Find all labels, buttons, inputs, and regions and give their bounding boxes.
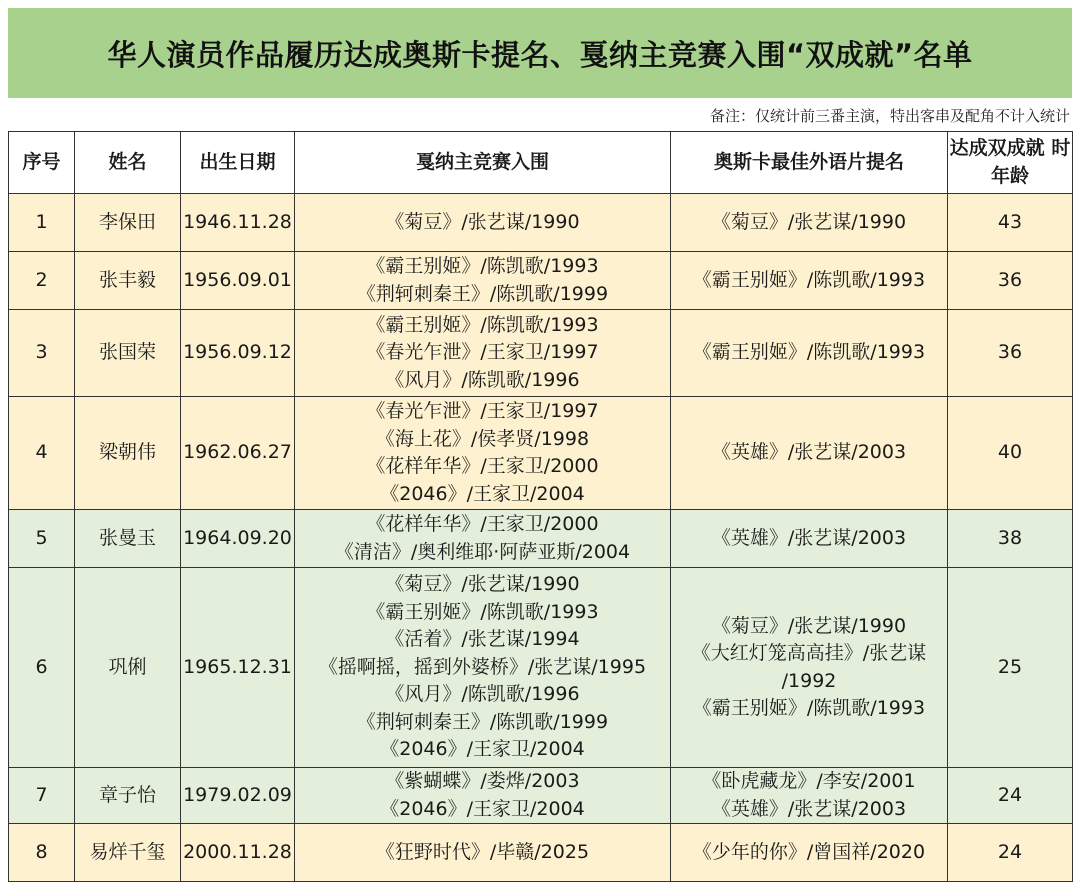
cell-name: 张丰毅: [75, 252, 181, 310]
cell-birth: 1965.12.31: [181, 568, 295, 768]
cell-oscar: [671, 768, 948, 824]
header-oscar: 奥斯卡最佳外语片提名: [671, 132, 948, 194]
cell-age: 36: [948, 310, 1073, 397]
oscar-entry: 《英雄》/张艺谋/2003: [711, 797, 907, 820]
table-row: [9, 310, 1073, 397]
oscar-entry: 《霸王别姬》/陈凯歌/1993: [692, 697, 926, 719]
cannes-entry: 《花样年华》/王家卫/2000: [366, 513, 599, 535]
footnote: 备注：仅统计前三番主演，特出客串及配角不计入统计: [709, 107, 1070, 125]
cannes-entry: 《摇啊摇，摇到外婆桥》/张艺谋/1995: [318, 655, 647, 678]
cannes-entry: 《荆轲刺秦王》/陈凯歌/1999: [356, 282, 609, 305]
cell-age: 24: [948, 824, 1073, 882]
cell-age: 40: [948, 397, 1073, 510]
cannes-entry: 《2046》/王家卫/2004: [380, 738, 585, 761]
cell-birth: 1956.09.12: [181, 310, 295, 397]
cell-cannes: [295, 194, 671, 252]
cell-age: 43: [948, 194, 1073, 252]
table-row: [9, 194, 1073, 252]
oscar-entry: 《大红灯笼高高挂》/张艺谋: [691, 642, 927, 664]
oscar-entry: 《菊豆》/张艺谋/1990: [711, 614, 907, 637]
cell-name: 李保田: [75, 194, 181, 252]
cell-cannes: [295, 568, 671, 768]
header-name: 姓名: [75, 132, 181, 194]
cell-index: 8: [9, 824, 75, 882]
cannes-entry: 《风月》/陈凯歌/1996: [385, 683, 580, 706]
oscar-entry: 《卧虎藏龙》/李安/2001: [702, 770, 916, 792]
cell-index: 4: [9, 397, 75, 510]
cell-name: 张曼玉: [75, 510, 181, 568]
cannes-entry: 《春光乍泄》/王家卫/1997: [366, 341, 599, 364]
cell-index: 6: [9, 568, 75, 768]
table-row: [9, 824, 1073, 882]
oscar-entry: 《霸王别姬》/陈凯歌/1993: [692, 341, 926, 364]
cell-birth: 1979.02.09: [181, 768, 295, 824]
oscar-entry: 《英雄》/张艺谋/2003: [711, 526, 907, 549]
table-row: [9, 397, 1073, 510]
header-index: 序号: [9, 132, 75, 194]
cannes-entry: 《紫蝴蝶》/娄烨/2003: [385, 770, 580, 792]
cell-oscar: [671, 824, 948, 882]
cell-cannes: [295, 397, 671, 510]
cell-age: 38: [948, 510, 1073, 568]
header-age-line1: 达成双成就: [949, 137, 1045, 159]
cannes-entry: 《霸王别姬》/陈凯歌/1993: [366, 255, 599, 277]
cell-oscar: [671, 194, 948, 252]
cannes-entry: 《2046》/王家卫/2004: [380, 797, 585, 820]
cell-birth: 2000.11.28: [181, 824, 295, 882]
cannes-entry: 《春光乍泄》/王家卫/1997: [366, 400, 599, 422]
cell-oscar: [671, 510, 948, 568]
header-age: [948, 132, 1073, 194]
cannes-entry: 《菊豆》/张艺谋/1990: [385, 573, 580, 596]
cell-oscar: [671, 397, 948, 510]
cell-age: 25: [948, 568, 1073, 768]
cell-cannes: [295, 768, 671, 824]
cannes-entry: 《荆轲刺秦王》/陈凯歌/1999: [356, 710, 609, 733]
cell-index: 1: [9, 194, 75, 252]
cell-index: 7: [9, 768, 75, 824]
cell-cannes: [295, 252, 671, 310]
data-table: [8, 131, 1073, 882]
cell-name: 梁朝伟: [75, 397, 181, 510]
cell-index: 5: [9, 510, 75, 568]
page-title: 华人演员作品履历达成奥斯卡提名、戛纳主竞赛入围“双成就”名单: [107, 37, 973, 72]
cell-oscar: [671, 568, 948, 768]
cell-birth: 1956.09.01: [181, 252, 295, 310]
cell-cannes: [295, 510, 671, 568]
oscar-entry: 《霸王别姬》/陈凯歌/1993: [692, 268, 926, 291]
cell-oscar: [671, 252, 948, 310]
cannes-entry: 《霸王别姬》/陈凯歌/1993: [366, 600, 599, 623]
cell-cannes: [295, 310, 671, 397]
cannes-entry: 《活着》/张艺谋/1994: [385, 628, 580, 651]
cannes-entry: 《霸王别姬》/陈凯歌/1993: [366, 313, 599, 336]
cell-birth: 1946.11.28: [181, 194, 295, 252]
header-age-line2: 时年龄: [990, 137, 1071, 187]
oscar-entry: /1992: [781, 669, 837, 692]
cell-index: 3: [9, 310, 75, 397]
cell-name: 张国荣: [75, 310, 181, 397]
table-row: [9, 510, 1073, 568]
cell-age: 24: [948, 768, 1073, 824]
cannes-entry: 《风月》/陈凯歌/1996: [385, 368, 580, 391]
cannes-entry: 《海上花》/侯孝贤/1998: [375, 427, 590, 450]
cell-name: 章子怡: [75, 768, 181, 824]
table-body: [9, 194, 1073, 882]
title-bar: [8, 8, 1072, 98]
cell-birth: 1962.06.27: [181, 397, 295, 510]
cell-cannes: [295, 824, 671, 882]
cell-age: 36: [948, 252, 1073, 310]
oscar-entry: 《英雄》/张艺谋/2003: [711, 441, 907, 464]
cell-name: 巩俐: [75, 568, 181, 768]
table-row: [9, 568, 1073, 768]
cell-oscar: [671, 310, 948, 397]
cannes-entry: 《花样年华》/王家卫/2000: [366, 455, 599, 477]
cell-birth: 1964.09.20: [181, 510, 295, 568]
header-birth: 出生日期: [181, 132, 295, 194]
cannes-entry: 《清洁》/奥利维耶·阿萨亚斯/2004: [334, 540, 631, 563]
cannes-entry: 《2046》/王家卫/2004: [380, 482, 585, 505]
cell-name: 易烊千玺: [75, 824, 181, 882]
oscar-entry: 《菊豆》/张艺谋/1990: [711, 210, 907, 233]
cannes-entry: 《菊豆》/张艺谋/1990: [385, 210, 580, 233]
oscar-entry: 《少年的你》/曾国祥/2020: [692, 840, 926, 863]
table-row: [9, 768, 1073, 824]
header-cannes: 戛纳主竞赛入围: [295, 132, 671, 194]
cell-index: 2: [9, 252, 75, 310]
table-row: [9, 252, 1073, 310]
cannes-entry: 《狂野时代》/毕赣/2025: [375, 840, 590, 863]
